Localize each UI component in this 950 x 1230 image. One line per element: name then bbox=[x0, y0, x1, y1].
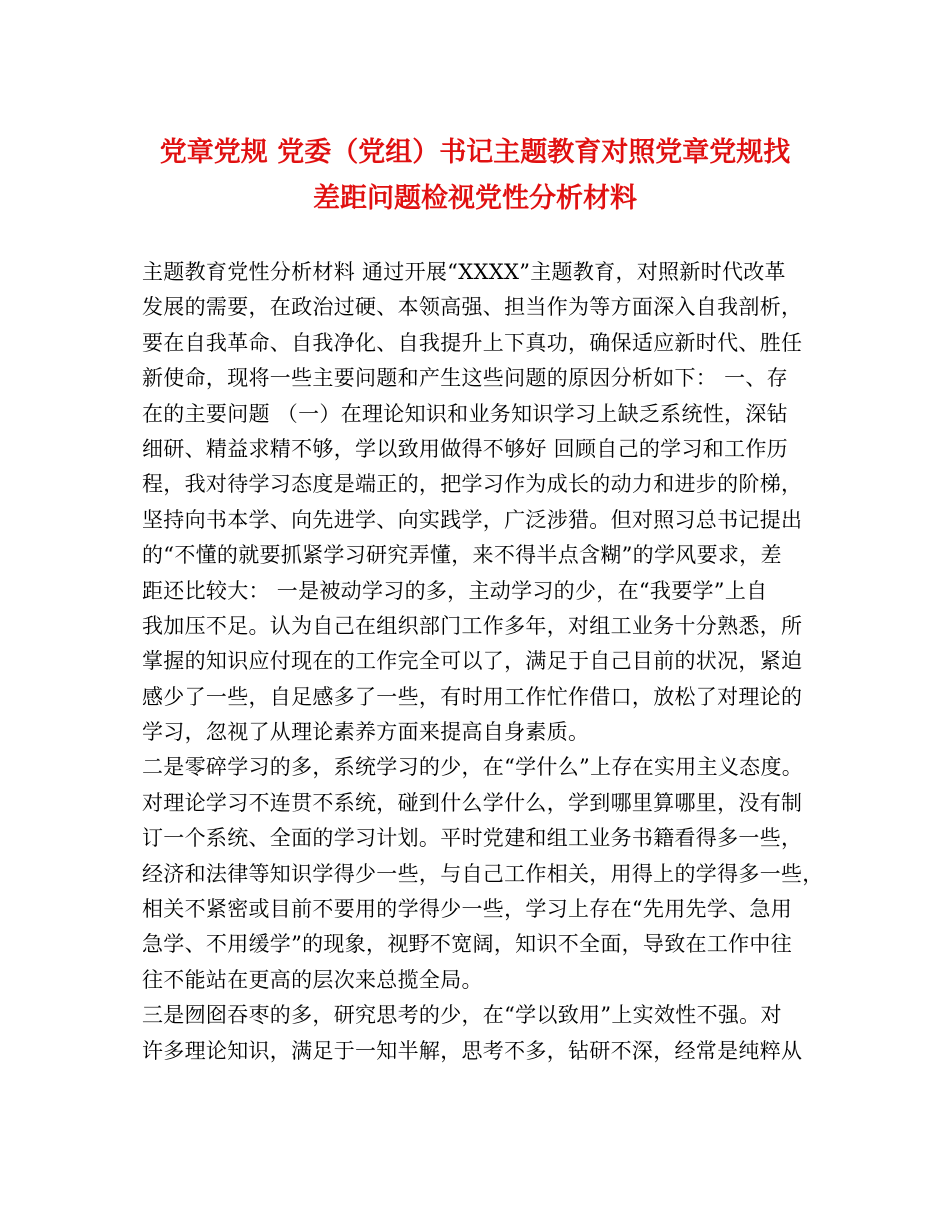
title-line: 差距问题检视党性分析材料 bbox=[313, 183, 637, 214]
body-line: 往不能站在更高的层次来总揽全局。 bbox=[142, 967, 483, 992]
body-line: 主题教育党性分析材料 通过开展“XXXX”主题教育，对照新时代改革 bbox=[142, 260, 786, 284]
body-line: 学习，忽视了从理论素养方面来提高自身素质。 bbox=[142, 720, 590, 745]
body-line: 细研、精益求精不够，学以致用做得不够好 回顾自己的学习和工作历 bbox=[142, 436, 788, 461]
body-line: 发展的需要，在政治过硬、本领高强、担当作为等方面深入自我剖析， bbox=[142, 295, 803, 320]
body-line: 程，我对待学习态度是端正的，把学习作为成长的动力和进步的阶梯， bbox=[142, 472, 803, 497]
body-line: 许多理论知识，满足于一知半解，思考不多，钻研不深，经常是纯粹从 bbox=[142, 1038, 803, 1063]
body-line: 距还比较大： 一是被动学习的多，主动学习的少，在“我要学”上自 bbox=[142, 578, 768, 603]
body-line: 坚持向书本学、向先进学、向实践学，广泛涉猎。但对照习总书记提出 bbox=[142, 507, 803, 532]
document-body bbox=[142, 255, 832, 1069]
body-line: 在的主要问题 （一）在理论知识和业务知识学习上缺乏系统性，深钻 bbox=[142, 401, 788, 426]
body-line: 三是囫囵吞枣的多，研究思考的少，在“学以致用”上实效性不强。对 bbox=[142, 1003, 782, 1028]
title-line: 党章党规 党委（党组）书记主题教育对照党章党规找 bbox=[159, 137, 791, 168]
body-line: 订一个系统、全面的学习计划。平时党建和组工业务书籍看得多一些， bbox=[142, 826, 803, 851]
body-line: 急学、不用缓学”的现象，视野不宽阔，知识不全面，导致在工作中往 bbox=[142, 932, 793, 957]
document-title bbox=[100, 130, 850, 222]
body-line: 要在自我革命、自我净化、自我提升上下真功，确保适应新时代、胜任 bbox=[142, 330, 803, 355]
body-line: 对理论学习不连贯不系统，碰到什么学什么，学到哪里算哪里，没有制 bbox=[142, 790, 803, 815]
body-line: 相关不紧密或目前不要用的学得少一些，学习上存在“先用先学、急用 bbox=[142, 897, 793, 922]
body-line: 二是零碎学习的多，系统学习的少，在“学什么”上存在实用主义态度。 bbox=[142, 755, 804, 780]
body-line: 的“不懂的就要抓紧学习研究弄懂，来不得半点含糊”的学风要求，差 bbox=[142, 543, 782, 568]
body-line: 我加压不足。认为自己在组织部门工作多年，对组工业务十分熟悉，所 bbox=[142, 613, 803, 638]
body-line: 感少了一些，自足感多了一些，有时用工作忙作借口，放松了对理论的 bbox=[142, 684, 803, 709]
body-line: 新使命，现将一些主要问题和产生这些问题的原因分析如下： 一、存 bbox=[142, 366, 788, 391]
body-line: 掌握的知识应付现在的工作完全可以了，满足于自己目前的状况，紧迫 bbox=[142, 649, 803, 674]
body-line: 经济和法律等知识学得少一些，与自己工作相关，用得上的学得多一些， bbox=[142, 861, 824, 886]
